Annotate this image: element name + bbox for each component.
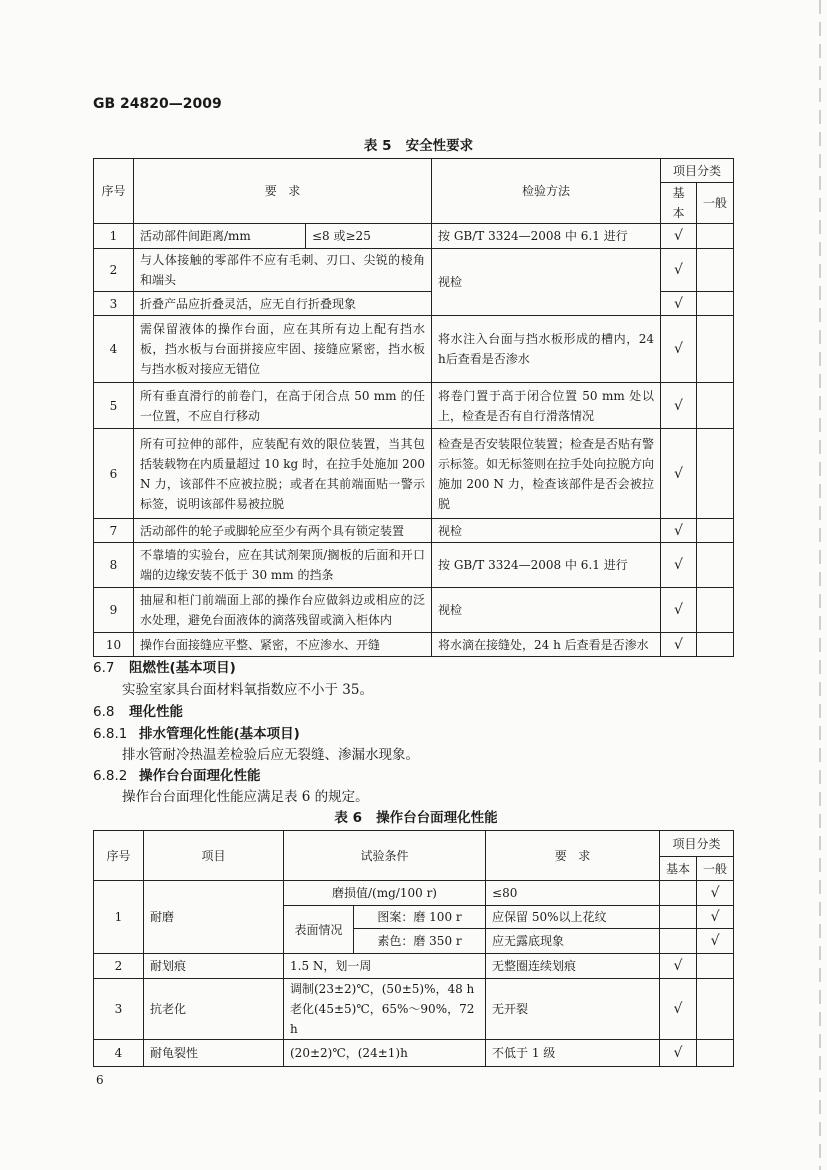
table-row: 4 耐龟裂性 (20±2)℃，(24±1)h 不低于 1 级 √ [94, 1040, 734, 1067]
table-row: 1 耐磨 磨损值/(mg/100 r) ≤80 √ [94, 881, 734, 906]
check-mark: √ [661, 588, 697, 633]
header-condition: 试验条件 [284, 831, 486, 881]
header-general: 一般 [697, 183, 734, 224]
check-mark: √ [697, 929, 734, 954]
scan-edge-line [819, 0, 821, 1170]
header-basic: 基本 [661, 183, 697, 224]
check-mark: √ [661, 429, 697, 519]
check-mark: √ [661, 383, 697, 429]
table-row: 9 抽屉和柜门前端面上部的操作台应做斜边或相应的泛水处理，避免台面液体的滴落残留或滴入柜体内 视检 √ [94, 588, 734, 633]
table-row: 5 所有垂直滑行的前卷门，在高于闭合点 50 mm 的任一位置，不应自行移动 将卷门置于高于闭合位置 50 mm 处以上，检查是否有自行滑落情况 √ [94, 383, 734, 429]
table5-safety-requirements [93, 158, 734, 657]
header-general: 一般 [697, 857, 734, 881]
check-mark: √ [661, 249, 697, 292]
table-row: 10 操作台面接缝应平整、紧密，不应渗水、开缝 将水滴在接缝处，24 h 后查看是否渗水 √ [94, 633, 734, 657]
check-mark: √ [660, 1040, 697, 1067]
header-category: 项目分类 [661, 159, 734, 183]
table-row: 7 活动部件的轮子或脚轮应至少有两个具有锁定装置 视检 √ [94, 519, 734, 543]
section-6-7-heading: 6.7 阻燃性(基本项目) [93, 660, 236, 676]
check-mark: √ [661, 224, 697, 249]
section-6-8-1-text: 排水管耐冷热温差检验后应无裂缝、渗漏水现象。 [122, 747, 419, 763]
section-6-7-text: 实验室家具台面材料氧指数应不小于 35。 [122, 682, 373, 698]
header-basic: 基本 [660, 857, 697, 881]
table5-title: 表 5 安全性要求 [363, 138, 474, 154]
table6-title: 表 6 操作台台面理化性能 [334, 810, 498, 826]
table-row: 6 所有可拉伸的部件，应装配有效的限位装置，当其包括装载物在内质量超过 10 kg 时，在拉手处施加 200 N 力，该部件不应被拉脱；或者在其前端面贴一警示标签，说明该部件易被拉脱 检查是否安装限位装置；检查是否贴有警示标签。如无标签则在拉手处向拉脱方向施加 200 N 力，检查该部件是否会被拉脱 √ [94, 429, 734, 519]
page-number: 6 [96, 1073, 104, 1087]
check-mark: √ [661, 633, 697, 657]
header-no: 序号 [94, 831, 144, 881]
table6-header-row [94, 831, 734, 857]
header-requirement: 要 求 [486, 831, 660, 881]
check-mark: √ [697, 906, 734, 929]
table-row: 3 抗老化 调制(23±2)℃，(50±5)%，48 h 老化(45±5)℃，65%～90%，72 h 无开裂 √ [94, 979, 734, 1040]
table5-header-row [94, 159, 734, 183]
section-6-8-heading: 6.8 理化性能 [93, 704, 183, 720]
check-mark: √ [661, 292, 697, 316]
table-row: 表面情况 图案：磨 100 r 应保留 50%以上花纹 √ [94, 906, 734, 929]
header-method: 检验方法 [432, 159, 661, 224]
section-6-8-1-heading: 6.8.1 排水管理化性能(基本项目) [93, 726, 300, 742]
table-row: 2 耐划痕 1.5 N，划一周 无整圈连续划痕 √ [94, 954, 734, 979]
table-row: 3 折叠产品应折叠灵活，应无自行折叠现象 √ [94, 292, 734, 316]
check-mark: √ [660, 979, 697, 1040]
check-mark: √ [661, 543, 697, 588]
document-code: GB 24820—2009 [93, 96, 222, 112]
table6-countertop-properties [93, 830, 734, 1067]
header-requirement: 要 求 [134, 159, 432, 224]
table-row: 8 不靠墙的实验台，应在其试剂架顶/搁板的后面和开口端的边缘安装不低于 30 mm 的挡条 按 GB/T 3324—2008 中 6.1 进行 √ [94, 543, 734, 588]
section-6-8-2-heading: 6.8.2 操作台台面理化性能 [93, 768, 261, 784]
check-mark: √ [661, 316, 697, 383]
table-row: 2 与人体接触的零部件不应有毛刺、刃口、尖锐的棱角和端头 视检 √ [94, 249, 734, 292]
header-category: 项目分类 [660, 831, 734, 857]
section-6-8-2-text: 操作台台面理化性能应满足表 6 的规定。 [122, 789, 369, 805]
table-row: 4 需保留液体的操作台面，应在其所有边上配有挡水板，挡水板与台面拼接应牢固、接缝应紧密，挡水板与挡水板对接应无错位 将水注入台面与挡水板形成的槽内，24 h后查看是否渗水 √ [94, 316, 734, 383]
check-mark: √ [660, 954, 697, 979]
check-mark: √ [697, 881, 734, 906]
table-row: 素色：磨 350 r 应无露底现象 √ [94, 929, 734, 954]
header-item: 项目 [144, 831, 284, 881]
table-row: 1 活动部件间距离/mm ≤8 或≥25 按 GB/T 3324—2008 中 6.1 进行 √ [94, 224, 734, 249]
check-mark: √ [661, 519, 697, 543]
header-no: 序号 [94, 159, 134, 224]
